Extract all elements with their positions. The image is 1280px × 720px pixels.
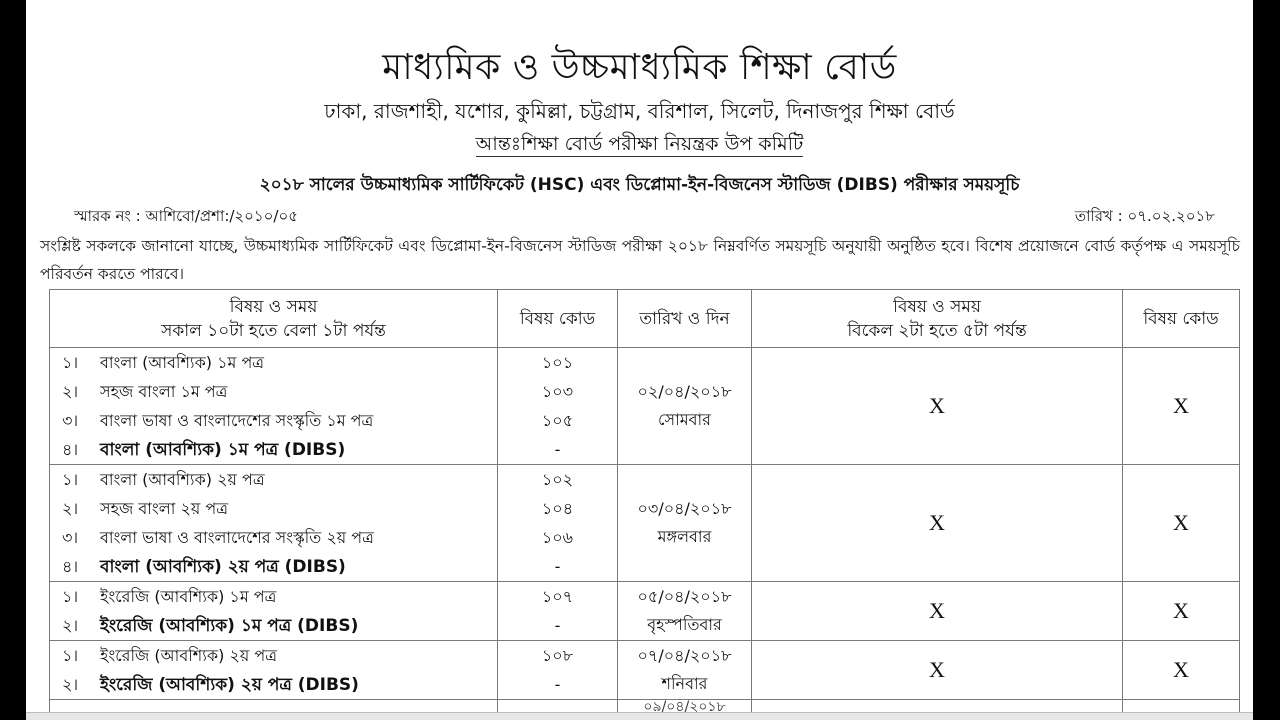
table-row-partial <box>50 700 1240 713</box>
subject-line: ১। বাংলা (আবশ্যিক) ১ম পত্র <box>62 353 265 372</box>
table-header-row <box>50 290 1240 348</box>
memo-date: তারিখ : ০৭.০২.২০১৮ <box>1074 207 1215 225</box>
committee-underlined: আন্তঃশিক্ষা বোর্ড পরীক্ষা নিয়ন্ত্রক উপ কমিটি <box>475 133 804 155</box>
subject-line: ২। ইংরেজি (আবশ্যিক) ১ম পত্র (DIBS) <box>62 616 359 636</box>
table-row <box>50 582 1240 641</box>
afternoon-subject-cell: X <box>752 348 1123 465</box>
subject-line: ২। ইংরেজি (আবশ্যিক) ২য় পত্র (DIBS) <box>62 675 359 695</box>
morning-subjects-cell <box>50 465 498 582</box>
header-afternoon-subject: বিষয় ও সময় বিকেল ২টা হতে ৫টা পর্যন্ত <box>752 290 1123 348</box>
subject-codes-cell: ১০২ ১০৪ ১০৬ - <box>498 465 618 582</box>
afternoon-code-cell: X <box>1123 582 1240 641</box>
subject-codes-cell: ১০৮ - <box>498 641 618 700</box>
subject-line: ৪। বাংলা (আবশ্যিক) ২য় পত্র (DIBS) <box>62 557 346 577</box>
header-subject-code: বিষয় কোড <box>498 290 618 348</box>
date-day-cell: ০৫/০৪/২০১৮ বৃহস্পতিবার <box>618 582 752 641</box>
afternoon-subject-cell: X <box>752 582 1123 641</box>
subject-line: ২। সহজ বাংলা ২য় পত্র <box>62 499 228 518</box>
header-morning-subject: বিষয় ও সময় সকাল ১০টা হতে বেলা ১টা পর্যন্ত <box>50 290 498 348</box>
afternoon-code-cell: X <box>1123 641 1240 700</box>
notice-text: সংশ্লিষ্ট সকলকে জানানো যাচ্ছে, উচ্চমাধ্যমিক সার্টিফিকেট এবং ডিপ্লোমা-ইন-বিজনেস স্টাডিজ পরীক্ষা ২০১৮ নিম্নবর্ণিত সময়সূচি অনুযায়ী অনুষ্ঠিত হবে। বিশেষ প্রয়োজনে বোর্ড কর্তৃপক্ষ এ সময়সূচি পরিবর্তন করতে পারবে। <box>40 237 1240 283</box>
subject-line: ৩। বাংলা ভাষা ও বাংলাদেশের সংস্কৃতি ১ম পত্র <box>62 411 374 430</box>
morning-subjects-cell <box>50 582 498 641</box>
morning-subjects-cell <box>50 348 498 465</box>
afternoon-code-cell: X <box>1123 348 1240 465</box>
schedule-title: ২০১৮ সালের উচ্চমাধ্যমিক সার্টিফিকেট (HSC) এবং ডিপ্লোমা-ইন-বিজনেস স্টাডিজ (DIBS) পরীক্ষার সময়সূচি <box>259 175 1020 195</box>
table-row <box>50 641 1240 700</box>
boards-list: ঢাকা, রাজশাহী, যশোর, কুমিল্লা, চট্টগ্রাম, বরিশাল, সিলেট, দিনাজপুর শিক্ষা বোর্ড <box>324 99 955 123</box>
afternoon-code-cell: X <box>1123 465 1240 582</box>
header-date-day: তারিখ ও দিন <box>618 290 752 348</box>
document-page <box>26 0 1253 712</box>
subject-line: ১। ইংরেজি (আবশ্যিক) ১ম পত্র <box>62 587 277 606</box>
subject-line: ৪। বাংলা (আবশ্যিক) ১ম পত্র (DIBS) <box>62 440 346 460</box>
exam-schedule-table <box>49 289 1240 712</box>
date-day-cell: ০৩/০৪/২০১৮ মঙ্গলবার <box>618 465 752 582</box>
morning-subjects-cell <box>50 641 498 700</box>
memo-reference: স্মারক নং : আশিবো/প্রশা:/২০১০/০৫ <box>74 207 298 225</box>
committee-name <box>26 130 1253 162</box>
subject-line: ১। ইংরেজি (আবশ্যিক) ২য় পত্র <box>62 646 277 665</box>
header-afternoon-code: বিষয় কোড <box>1123 290 1240 348</box>
afternoon-subject-cell: X <box>752 641 1123 700</box>
partial-date-cell: ০৯/০৪/২০১৮ <box>618 700 752 713</box>
subject-codes-cell: ১০১ ১০৩ ১০৫ - <box>498 348 618 465</box>
board-title: মাধ্যমিক ও উচ্চমাধ্যমিক শিক্ষা বোর্ড <box>382 47 897 88</box>
table-row <box>50 465 1240 582</box>
afternoon-subject-cell: X <box>752 465 1123 582</box>
subject-line: ২। সহজ বাংলা ১ম পত্র <box>62 382 228 401</box>
date-day-cell: ০৭/০৪/২০১৮ শনিবার <box>618 641 752 700</box>
viewer-bottom-bar <box>26 712 1253 720</box>
table-row <box>50 348 1240 465</box>
subject-line: ১। বাংলা (আবশ্যিক) ২য় পত্র <box>62 470 265 489</box>
subject-codes-cell: ১০৭ - <box>498 582 618 641</box>
date-day-cell: ০২/০৪/২০১৮ সোমবার <box>618 348 752 465</box>
subject-line: ৩। বাংলা ভাষা ও বাংলাদেশের সংস্কৃতি ২য় পত্র <box>62 528 374 547</box>
